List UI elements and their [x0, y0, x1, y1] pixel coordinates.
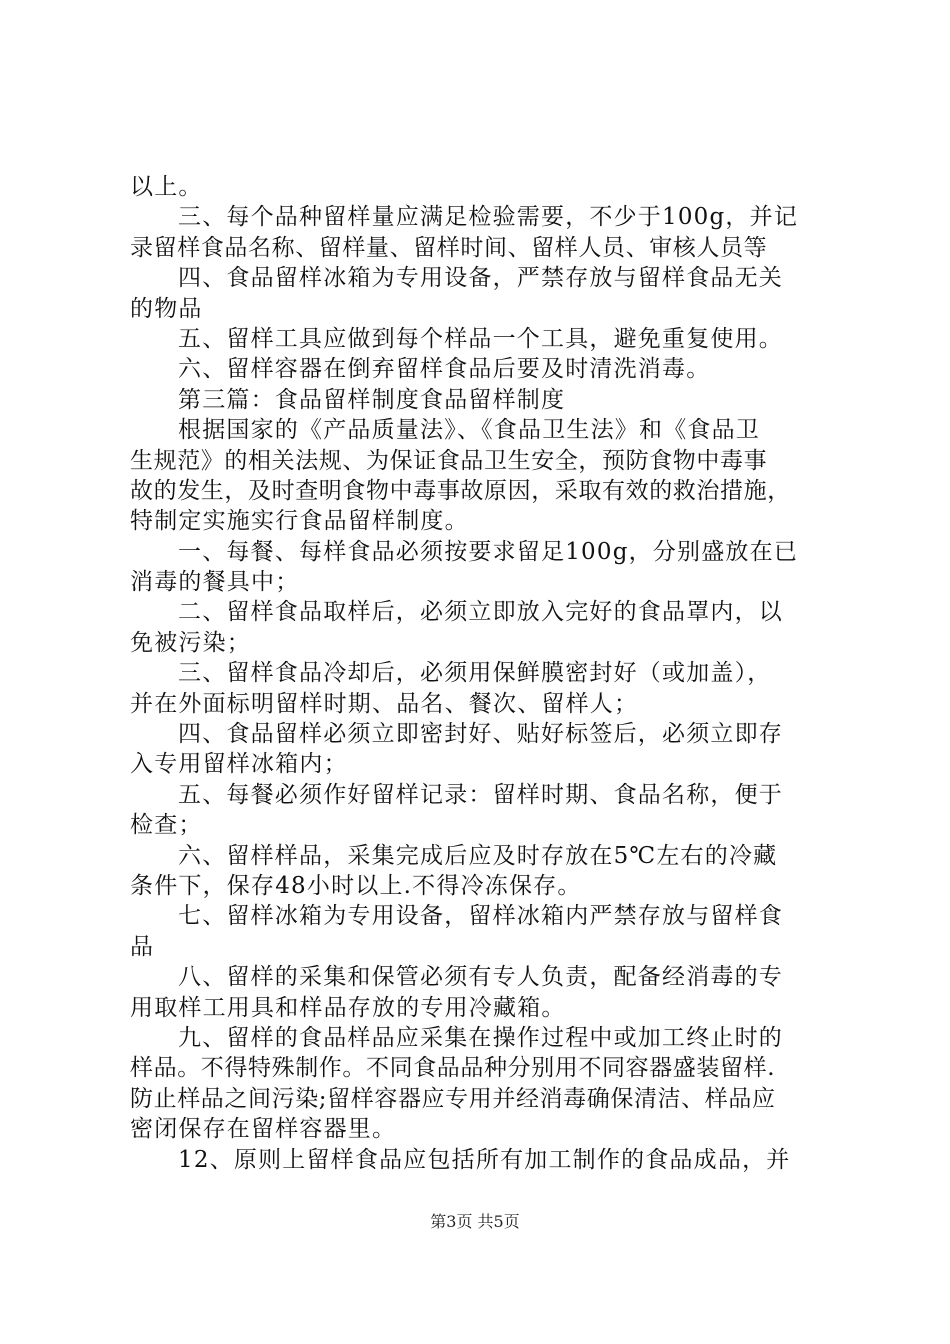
- text-line: 四、食品留样冰箱为专用设备，严禁存放与留样食品无关: [178, 265, 783, 292]
- text-line: 三、留样食品冷却后，必须用保鲜膜密封好（或加盖），: [178, 660, 772, 687]
- text-line: 条件下，保存48小时以上.不得冷冻保存。: [130, 872, 582, 899]
- text-line: 用取样工用具和样品存放的专用冷藏箱。: [130, 994, 566, 1021]
- text-line: 五、留样工具应做到每个样品一个工具，避免重复使用。: [178, 325, 783, 352]
- text-line: 品: [130, 933, 155, 960]
- text-line: 防止样品之间污染;留样容器应专用并经消毒确保清洁、样品应: [130, 1085, 776, 1112]
- text-line: 二、留样食品取样后，必须立即放入完好的食品罩内，以: [178, 599, 783, 626]
- text-line: 八、留样的采集和保管必须有专人负责，配备经消毒的专: [178, 964, 783, 991]
- text-line: 六、留样样品，采集完成后应及时存放在5℃左右的冷藏: [178, 842, 778, 869]
- page-footer: [0, 1212, 950, 1232]
- text-line: 三、每个品种留样量应满足检验需要，不少于100g，并记: [178, 204, 799, 231]
- text-line: 入专用留样冰箱内；: [130, 751, 348, 778]
- text-line: 九、留样的食品样品应采集在操作过程中或加工终止时的: [178, 1024, 783, 1051]
- text-line: 四、食品留样必须立即密封好、贴好标签后，必须立即存: [178, 721, 783, 748]
- text-line: 12、原则上留样食品应包括所有加工制作的食品成品，并: [178, 1146, 791, 1173]
- page-number: 第3页 共5页: [430, 1212, 520, 1231]
- text-line: 六、留样容器在倒弃留样食品后要及时清洗消毒。: [178, 356, 711, 383]
- text-line: 录留样食品名称、留样量、留样时间、留样人员、审核人员等: [130, 234, 768, 261]
- text-line: 生规范》的相关法规、为保证食品卫生安全，预防食物中毒事: [130, 447, 768, 474]
- text-line: 免被污染；: [130, 629, 251, 656]
- text-line: 的物品: [130, 295, 203, 322]
- text-line: 一、每餐、每样食品必须按要求留足100g，分别盛放在已: [178, 538, 799, 565]
- text-line: 消毒的餐具中；: [130, 569, 300, 596]
- text-line: 故的发生，及时查明食物中毒事故原因，采取有效的救治措施，: [130, 477, 791, 504]
- text-line: 并在外面标明留样时期、品名、餐次、留样人；: [130, 690, 639, 717]
- text-line: 样品。不得特殊制作。不同食品品种分别用不同容器盛装留样.: [130, 1055, 776, 1082]
- text-line: 特制定实施实行食品留样制度。: [130, 508, 469, 535]
- text-line: 检查；: [130, 812, 203, 839]
- text-line: 七、留样冰箱为专用设备，留样冰箱内严禁存放与留样食: [178, 903, 783, 930]
- text-line: 五、每餐必须作好留样记录：留样时期、食品名称，便于: [178, 781, 783, 808]
- document-body: [130, 172, 832, 1175]
- section-heading: 第三篇：食品留样制度食品留样制度: [178, 386, 566, 413]
- text-line: 以上。: [130, 174, 203, 200]
- text-line: 密闭保存在留样容器里。: [130, 1116, 397, 1143]
- text-line: 根据国家的《产品质量法》、《食品卫生法》和《食品卫: [178, 417, 760, 444]
